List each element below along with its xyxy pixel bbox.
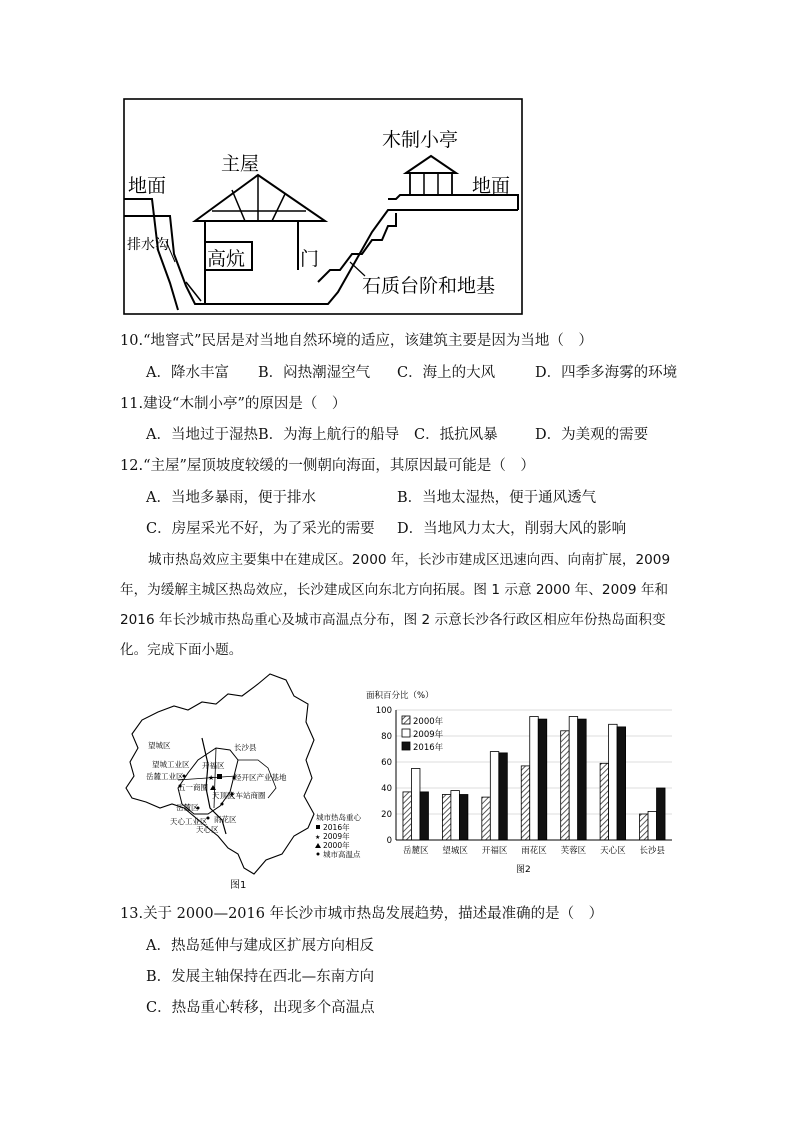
house-section-diagram bbox=[0, 0, 794, 330]
ground-right bbox=[388, 195, 518, 210]
legend-2009-marker: ★ bbox=[315, 834, 321, 841]
chart-bar bbox=[482, 797, 491, 840]
chart-bar bbox=[490, 752, 499, 840]
pavilion-roof bbox=[406, 156, 456, 173]
question-13-stem: 关于 2000—2016 年长沙市城市热岛发展趋势，描述最准确的是（ ） bbox=[143, 906, 604, 922]
chart-bar bbox=[561, 731, 570, 840]
label-main-house: 主屋 bbox=[221, 153, 260, 175]
map-legend-2000: 2000年 bbox=[323, 841, 350, 850]
q13-option-c: C．热岛重心转移，出现多个高温点 bbox=[146, 1000, 375, 1016]
map-label-econ-dev: 经开区产业基地 bbox=[234, 773, 287, 782]
chart-bar bbox=[521, 766, 530, 840]
map-legend-hotspot: 城市高温点 bbox=[323, 850, 361, 859]
q10-option-b: B．闷热潮湿空气 bbox=[258, 365, 371, 381]
map-label-station: 火车站商圈 bbox=[228, 791, 266, 800]
steps-pointer bbox=[350, 262, 365, 276]
map-legend-2009: 2009年 bbox=[323, 832, 350, 841]
q10-option-a: A．降水丰富 bbox=[146, 365, 229, 381]
legend-hotspot-marker bbox=[317, 853, 320, 856]
figure2-caption: 图2 bbox=[516, 865, 531, 875]
chart-y-tick-label: 60 bbox=[381, 758, 392, 768]
chart-bar bbox=[600, 763, 609, 840]
chart-legend-swatch bbox=[402, 742, 410, 750]
q10-option-d: D．四季多海雾的环境 bbox=[535, 365, 678, 381]
question-13: 13.关于 2000—2016 年长沙市城市热岛发展趋势，描述最准确的是（ ） bbox=[120, 906, 604, 922]
centroid-2009-marker: ★ bbox=[208, 774, 215, 782]
map-label-kaifu: 开福区 bbox=[202, 761, 225, 770]
centroid-2016-marker bbox=[217, 774, 222, 779]
chart-x-tick-label: 望城区 bbox=[442, 846, 468, 856]
chart-x-tick-label: 开福区 bbox=[481, 846, 508, 856]
q11-option-c: C．抵抗风暴 bbox=[414, 427, 498, 443]
chart-y-tick-label: 100 bbox=[375, 706, 392, 716]
map-legend-2016: 2016年 bbox=[323, 823, 350, 832]
q10-option-c: C．海上的大风 bbox=[397, 365, 496, 381]
question-11-stem: 建设“木制小亭”的原因是（ ） bbox=[143, 396, 347, 412]
map-label-wangcheng-industrial: 望城工业区 bbox=[152, 760, 190, 769]
chart-x-tick-label: 雨花区 bbox=[521, 846, 547, 856]
label-ground-right: 地面 bbox=[472, 175, 511, 197]
chart-bar bbox=[442, 795, 451, 841]
chart-bar bbox=[648, 811, 657, 840]
q12-option-b: B．当地太湿热，便于通风透气 bbox=[397, 490, 597, 506]
chart-bar bbox=[530, 717, 539, 841]
chart-title: 面积百分比（%） bbox=[366, 691, 434, 701]
map-label-yuhua: 雨花区 bbox=[214, 815, 237, 824]
label-door: 门 bbox=[300, 248, 320, 270]
figure1-caption: 图1 bbox=[230, 880, 247, 891]
chart-bar bbox=[617, 727, 626, 840]
q12-option-c: C．房屋采光不好，为了采光的需要 bbox=[146, 521, 375, 537]
hotspot-7 bbox=[221, 803, 224, 806]
question-12: 12.“主屋”屋顶坡度较缓的一侧朝向海面，其原因最可能是（ ） bbox=[120, 458, 535, 474]
chart-bar bbox=[451, 791, 460, 840]
map-label-wuyi: 五一商圈 bbox=[178, 783, 208, 792]
label-wood-pavilion: 木制小亭 bbox=[382, 129, 459, 151]
chart-x-tick-label: 岳麓区 bbox=[402, 846, 429, 856]
map-label-tianding: 天顶区 bbox=[212, 791, 235, 800]
legend-2016-marker bbox=[316, 825, 320, 829]
q11-option-d: D．为美观的需要 bbox=[535, 427, 649, 443]
map-label-yuelu-industrial: 岳麓工业区 bbox=[146, 772, 184, 781]
q11-option-a: A．当地过于湿热 bbox=[146, 427, 258, 443]
q13-option-b: B．发展主轴保持在西北—东南方向 bbox=[146, 969, 375, 985]
label-ground-left: 地面 bbox=[128, 175, 167, 197]
map-label-yuelu: 岳麓区 bbox=[176, 803, 199, 812]
house-roof bbox=[195, 175, 325, 221]
question-10: 10.“地窨式”民居是对当地自然环境的适应，该建筑主要是因为当地（ ） bbox=[120, 333, 593, 349]
chart-bar bbox=[403, 792, 412, 840]
chart-bar bbox=[609, 724, 618, 840]
label-high-kang: 高炕 bbox=[207, 248, 246, 270]
passage-line-2: 年，为缓解主城区热岛效应，长沙建成区向东北方向拓展。图 1 示意 2000 年、2009 年和 bbox=[120, 582, 669, 598]
question-12-stem: “主屋”屋顶坡度较缓的一侧朝向海面，其原因最可能是（ ） bbox=[143, 458, 535, 474]
stone-steps bbox=[318, 213, 396, 282]
label-stone-steps: 石质台阶和地基 bbox=[362, 275, 496, 297]
passage-line-3: 2016 年长沙城市热岛重心及城市高温点分布，图 2 示意长沙各行政区相应年份热岛面积变 bbox=[120, 612, 666, 628]
map-label-tianxin: 天心区 bbox=[196, 825, 219, 834]
chart-bar bbox=[640, 814, 649, 840]
chart-x-tick-label: 芙蓉区 bbox=[560, 846, 587, 856]
pavilion-body bbox=[410, 173, 452, 195]
passage bbox=[120, 545, 680, 665]
map-label-wangcheng: 望城区 bbox=[148, 741, 171, 750]
q12-option-a: A．当地多暴雨，便于排水 bbox=[146, 490, 316, 506]
figure1-map bbox=[118, 668, 368, 893]
chart-y-tick-label: 80 bbox=[381, 732, 392, 742]
map-legend-title: 城市热岛重心 bbox=[316, 813, 361, 822]
chart-bar bbox=[420, 792, 429, 840]
chart-legend-label: 2009年 bbox=[413, 730, 444, 740]
passage-line-1: 城市热岛效应主要集中在建成区。2000 年，长沙市建成区迅速向西、向南扩展，2009 bbox=[148, 552, 671, 568]
chart-bar bbox=[538, 719, 547, 840]
chart-y-tick-label: 0 bbox=[386, 836, 392, 846]
chart-bar bbox=[657, 788, 666, 840]
chart-x-tick-label: 长沙县 bbox=[639, 846, 666, 856]
question-11: 11.建设“木制小亭”的原因是（ ） bbox=[120, 396, 347, 412]
chart-legend-label: 2016年 bbox=[413, 743, 444, 753]
chart-legend-swatch bbox=[402, 729, 410, 737]
chart-y-tick-label: 40 bbox=[381, 784, 392, 794]
passage-line-4: 化。完成下面小题。 bbox=[120, 642, 243, 658]
chart-x-tick-label: 天心区 bbox=[600, 846, 626, 856]
label-drain: 排水沟 bbox=[127, 237, 169, 253]
figure2-chart bbox=[362, 680, 682, 880]
chart-legend-label: 2000年 bbox=[413, 717, 444, 727]
legend-2000-marker bbox=[315, 843, 321, 848]
q13-option-a: A．热岛延伸与建成区扩展方向相反 bbox=[146, 938, 374, 954]
chart-bar bbox=[578, 719, 587, 840]
roof-truss-left bbox=[232, 190, 245, 221]
map-label-tianxin-industrial: 天心工业区 bbox=[170, 817, 208, 826]
chart-y-tick-label: 20 bbox=[381, 810, 392, 820]
map-label-changsha-county: 长沙县 bbox=[234, 743, 257, 752]
question-10-stem: “地窨式”民居是对当地自然环境的适应，该建筑主要是因为当地（ ） bbox=[143, 333, 593, 349]
chart-bar bbox=[569, 717, 578, 841]
ground-left-inner bbox=[124, 216, 210, 304]
chart-legend-swatch bbox=[402, 716, 410, 724]
roof-truss-right bbox=[272, 194, 285, 221]
chart-bar bbox=[411, 769, 420, 841]
chart-bar bbox=[499, 753, 508, 840]
q11-option-b: B．为海上航行的船导 bbox=[258, 427, 400, 443]
q12-option-d: D．当地风力太大，削弱大风的影响 bbox=[397, 521, 627, 537]
chart-bar bbox=[459, 795, 468, 841]
